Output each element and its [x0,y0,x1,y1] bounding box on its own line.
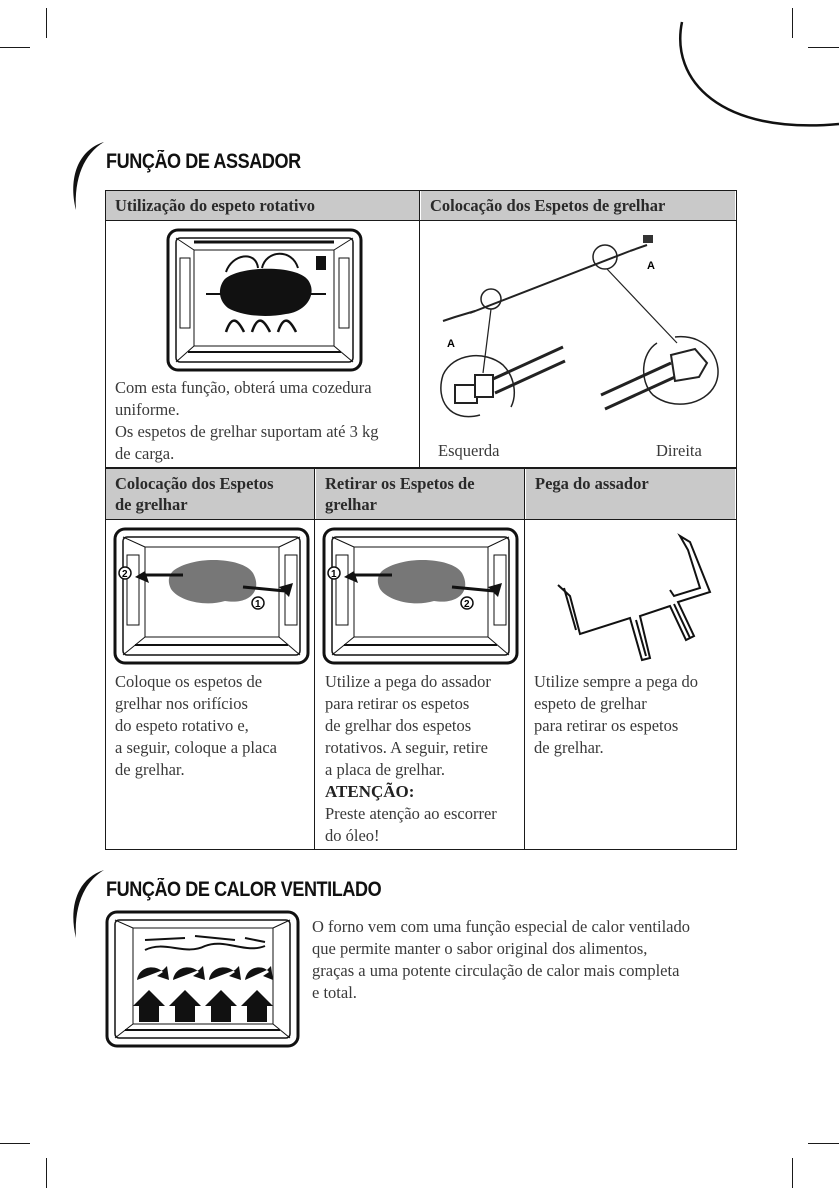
crop-mark [792,1158,793,1188]
label-esquerda: Esquerda [438,441,500,460]
pega-text: Utilize sempre a pega do espeto de grelhar para retirar os espetos de grelhar. [534,672,699,757]
page-corner-arc [660,0,839,140]
crop-mark [0,1143,30,1144]
header-espeto-rotativo: Utilização do espeto rotativo [106,191,419,220]
oven-placement-illustration [113,527,310,667]
section-title-assador: FUNÇÃO DE ASSADOR [106,150,301,173]
colocacao-text: Coloque os espetos de grelhar nos orifícios do espeto rotativo e, a seguir, coloque a placa de grelhar. [115,672,277,779]
warning-label: ATENÇÃO: [325,782,415,801]
marker-a-right: A [647,260,655,272]
step-number-2b: 2 [464,599,470,610]
rotisserie-handle-illustration [550,530,720,670]
header-pega-assador: Pega do assador [526,469,735,519]
oven-convection-illustration [105,910,300,1048]
crop-mark [46,1158,47,1188]
retirar-text: Utilize a pega do assador para retirar os espetos de grelhar dos espetos rotativos. A seguir, retire a placa de grelhar. ATENÇÃO: Preste atenção ao escorrer do óleo! [325,672,497,845]
step-number-2: 2 [122,569,128,580]
heading-swoosh-2 [68,866,108,941]
step-number-1b: 1 [331,569,337,580]
crop-mark [808,1143,839,1144]
heading-swoosh [68,138,108,213]
espeto-rotativo-text: Com esta função, obterá uma cozedura uniforme. Os espetos de grelhar suportam até 3 kg de carga. [115,378,379,463]
header-colocacao-espetos: Colocação dos Espetos de grelhar [421,191,735,220]
header-colocacao-espetos-2: Colocação dos Espetos de grelhar [106,469,314,519]
step-number-1: 1 [255,599,261,610]
crop-mark [46,8,47,38]
skewer-placement-diagram [425,225,730,440]
calor-ventilado-text: O forno vem com uma função especial de calor ventilado que permite manter o sabor original dos alimentos, graças a uma potente circulação de calor mais completa e total. [312,917,690,1002]
oven-rotisserie-illustration [166,228,363,373]
section-title-calor-ventilado: FUNÇÃO DE CALOR VENTILADO [106,878,382,901]
label-direita: Direita [656,441,702,460]
header-retirar-espetos: Retirar os Espetos de grelhar [316,469,524,519]
oven-removal-illustration [322,527,519,667]
marker-a-left: A [447,338,455,350]
crop-mark [0,47,30,48]
